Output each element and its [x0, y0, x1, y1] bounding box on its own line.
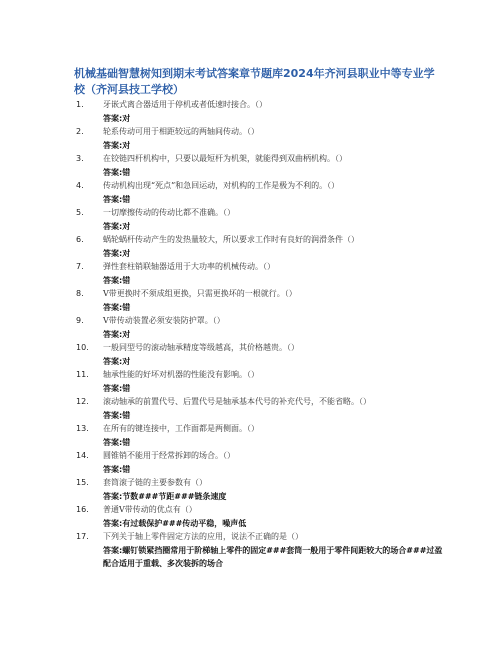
question-item: [76, 530, 446, 571]
answer-text: 答案:节数###节距###链条速度: [103, 491, 227, 501]
question-number: 6.: [76, 235, 84, 244]
answer-text: 答案:有过载保护###传动平稳，噪声低: [103, 518, 247, 528]
question-number: 2.: [76, 127, 84, 136]
answer-text: 答案:错: [103, 275, 131, 285]
question-text: 一切摩擦传动的传动比都不准确。（）: [103, 208, 235, 217]
question-number: 9.: [76, 316, 84, 325]
question-number: 8.: [76, 289, 84, 298]
answer-text: 答案:错: [103, 302, 131, 312]
question-number: 16.: [76, 505, 89, 514]
question-text: 普通V带传动的优点有（）: [103, 505, 197, 514]
question-text: V带更换时不须成组更换，只需更换坏的一根就行。（）: [103, 289, 297, 298]
question-number: 11.: [76, 370, 89, 379]
answer-text: 答案:错: [103, 194, 131, 204]
question-row: [76, 476, 446, 490]
question-item: [76, 260, 446, 287]
question-row: [76, 179, 446, 193]
question-text: 轮系传动可用于相距较远的两轴间传动。（）: [103, 127, 259, 136]
question-item: [76, 314, 446, 341]
question-number: 7.: [76, 262, 84, 271]
question-text: 轴承性能的好坏对机器的性能没有影响。（）: [103, 370, 259, 379]
question-row: [76, 98, 446, 112]
question-item: [76, 125, 446, 152]
question-number: 5.: [76, 208, 84, 217]
question-text: 牙嵌式离合器适用于停机或者低速时接合。（）: [103, 100, 267, 109]
question-item: [76, 422, 446, 449]
question-item: [76, 233, 446, 260]
question-row: [76, 152, 446, 166]
question-text: V带传动装置必须安装防护罩。（）: [103, 316, 225, 325]
answer-text: 答案:对: [103, 221, 131, 231]
question-row: [76, 395, 446, 409]
question-number: 12.: [76, 397, 89, 406]
document-title: 机械基础智慧树知到期末考试答案章节题库2024年齐河县职业中等专业学校（齐河县技工学校）: [74, 67, 435, 96]
question-text: 套筒滚子链的主要参数有（）: [103, 478, 207, 487]
question-text: 弹性套柱销联轴器适用于大功率的机械传动。（）: [103, 262, 275, 271]
answer-text: 答案:对: [103, 140, 131, 150]
question-text: 在所有的键连接中，工作面都是两侧面。（）: [103, 424, 259, 433]
question-row: [76, 287, 446, 301]
question-item: [76, 503, 446, 530]
question-item: [76, 206, 446, 233]
question-number: 10.: [76, 343, 89, 352]
question-row: [76, 449, 446, 463]
question-row: [76, 314, 446, 328]
question-row: [76, 422, 446, 436]
question-number: 15.: [76, 478, 89, 487]
answer-text: 答案:错: [103, 464, 131, 474]
question-row: [76, 260, 446, 274]
question-row: [76, 368, 446, 382]
question-row: [76, 206, 446, 220]
answer-text: 答案:对: [103, 113, 131, 123]
question-text: 在铰链四杆机构中，只要以最短杆为机架，就能得到双曲柄机构。（）: [103, 154, 347, 163]
question-item: [76, 368, 446, 395]
question-text: 滚动轴承的前置代号、后置代号是轴承基本代号的补充代号，不能省略。（）: [103, 397, 371, 406]
question-item: [76, 98, 446, 125]
answer-text: 答案:错: [103, 437, 131, 447]
question-text: 下列关于轴上零件固定方法的应用，说法不正确的是（）: [103, 532, 303, 541]
question-number: 13.: [76, 424, 89, 433]
question-item: [76, 287, 446, 314]
answer-text: 答案:对: [103, 248, 131, 258]
question-row: [76, 503, 446, 517]
question-number: 14.: [76, 451, 89, 460]
answer-text: 答案:错: [103, 383, 131, 393]
question-item: [76, 179, 446, 206]
question-item: [76, 152, 446, 179]
question-text: 一般同型号的滚动轴承精度等级越高，其价格越贵。（）: [103, 343, 299, 352]
question-text: 传动机构出现“死点”和急回运动，对机构的工作是极为不利的。（）: [103, 181, 340, 190]
answer-text: 答案:错: [103, 167, 131, 177]
question-item: [76, 476, 446, 503]
question-list: [76, 98, 446, 571]
question-item: [76, 395, 446, 422]
answer-text: 答案:对: [103, 329, 131, 339]
question-row: [76, 233, 446, 247]
question-number: 4.: [76, 181, 84, 190]
question-text: 蜗轮蜗杆传动产生的发热量较大，所以要求工作时有良好的润滑条件（）: [103, 235, 359, 244]
answer-text: 答案:螺钉锁紧挡圈常用于阶梯轴上零件的固定###套筒一般用于零件间距较大的场合###过盈配合适用于重载、多次装拆的场合: [103, 545, 443, 568]
question-item: [76, 341, 446, 368]
question-row: [76, 125, 446, 139]
question-text: 圆锥销不能用于经常拆卸的场合。（）: [103, 451, 235, 460]
question-number: 17.: [76, 532, 89, 541]
answer-text: 答案:错: [103, 410, 131, 420]
question-number: 1.: [76, 100, 84, 109]
answer-text: 答案:对: [103, 356, 131, 366]
question-row: [76, 341, 446, 355]
question-number: 3.: [76, 154, 84, 163]
question-row: [76, 530, 446, 544]
question-item: [76, 449, 446, 476]
